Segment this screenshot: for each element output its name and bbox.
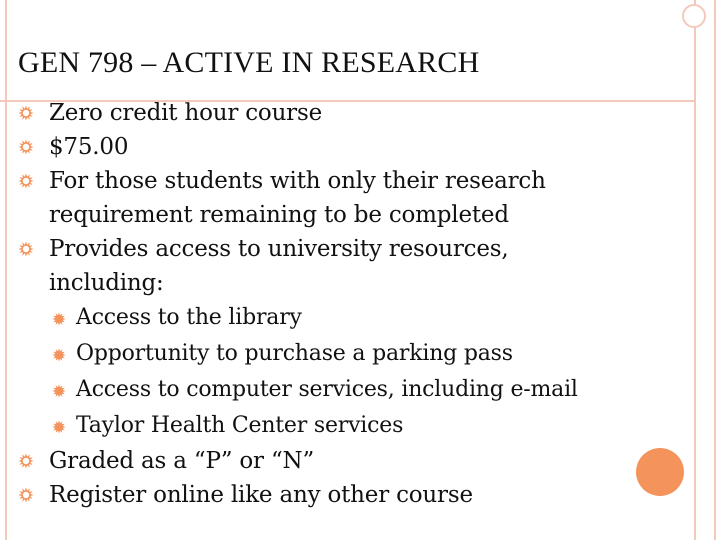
right-frame-line-inner: [694, 0, 696, 540]
sub-bullet-text: Access to computer services, including e-mail: [76, 377, 578, 402]
bullet-list: [18, 96, 688, 512]
hollow-sunburst-icon: [18, 487, 34, 503]
filled-sunburst-icon: [52, 348, 66, 362]
sub-bullet-item: [18, 336, 688, 372]
corner-circle-decoration: [682, 4, 706, 28]
slide-title: GEN 798 – ACTIVE IN RESEARCH: [18, 46, 480, 79]
bullet-text: $75.00: [49, 134, 129, 160]
bullet-item: [18, 232, 688, 300]
right-frame-line-outer: [714, 0, 716, 540]
hollow-sunburst-icon: [18, 241, 34, 257]
filled-sunburst-icon: [52, 312, 66, 326]
bullet-item: [18, 444, 688, 478]
left-frame-line: [5, 0, 7, 540]
bullet-text-line-2: including:: [49, 270, 164, 296]
sub-bullet-item: [18, 372, 688, 408]
bullet-item: [18, 96, 688, 130]
hollow-sunburst-icon: [18, 139, 34, 155]
hollow-sunburst-icon: [18, 105, 34, 121]
sub-bullet-text: Taylor Health Center services: [76, 413, 404, 438]
sub-bullet-text: Access to the library: [76, 305, 302, 330]
bullet-text: Graded as a “P” or “N”: [49, 448, 314, 474]
bullet-item: [18, 130, 688, 164]
bullet-text: Register online like any other course: [49, 482, 473, 508]
hollow-sunburst-icon: [18, 173, 34, 189]
sub-bullet-item: [18, 408, 688, 444]
bullet-text-line-1: Provides access to university resources,: [49, 236, 509, 262]
filled-sunburst-icon: [52, 420, 66, 434]
bullet-text: Zero credit hour course: [49, 100, 322, 126]
sub-bullet-item: [18, 300, 688, 336]
bullet-item: [18, 478, 688, 512]
sub-bullet-text: Opportunity to purchase a parking pass: [76, 341, 513, 366]
hollow-sunburst-icon: [18, 453, 34, 469]
bullet-text-line-1: For those students with only their research: [49, 168, 546, 194]
bullet-item: [18, 164, 688, 232]
bullet-text-line-2: requirement remaining to be completed: [49, 202, 509, 228]
filled-sunburst-icon: [52, 384, 66, 398]
